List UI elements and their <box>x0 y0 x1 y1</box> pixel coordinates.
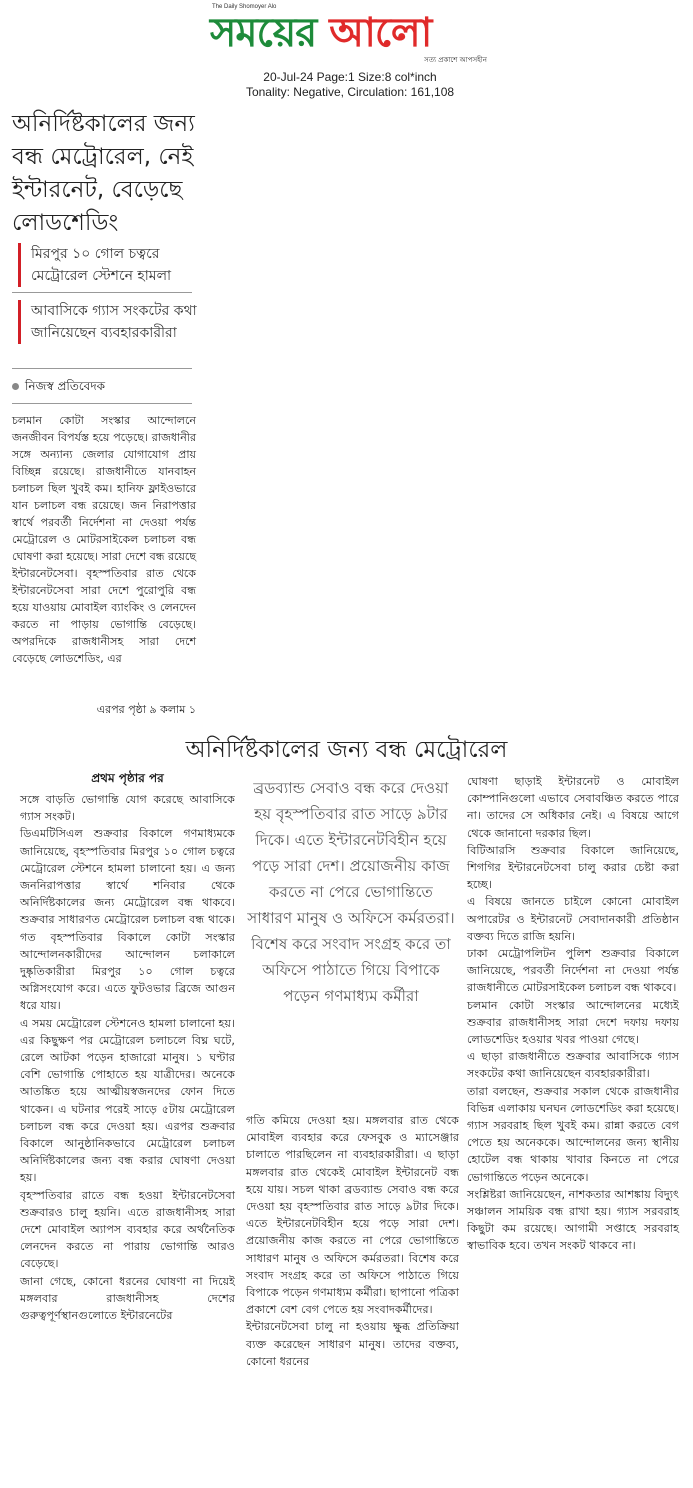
column-3 <box>467 773 679 1255</box>
continued-note: এরপর পৃষ্ঠা ৯ কলাম ১ <box>96 703 196 716</box>
meta-line-tonality: Tonality: Negative, Circulation: 161,108 <box>245 85 455 99</box>
paragraph: চলমান কোটা সংস্কার আন্দোলনের মধ্যেই শুক্রবার রাজধানীসহ সারা দেশে দফায় দফায় লোডশেডিং হওয়ার খবর পাওয়া গেছে। <box>467 998 679 1047</box>
masthead-english-name: The Daily Shomoyer Alo <box>212 4 277 10</box>
paragraph: বৃহস্পতিবার রাতে বন্ধ হওয়া ইন্টারনেটসেবা শুক্রবারও চালু হয়নি। এতে রাজধানীসহ সারা দেশে মোবাইল অ্যাপস ব্যবহার করে অর্থনৈতিক লেনদেন করতে না পারায় ভোগান্তি আরও বেড়েছে। <box>20 1188 235 1271</box>
paragraph: তারা বলছেন, শুক্রবার সকাল থেকে রাজধানীর বিভিন্ন এলাকায় ঘনঘন লোডশেডিং করা হয়েছে। গ্যাস সরবরাহ ছিল খুবই কম। রান্না করতে বেগ পেতে হয় অনেককে। আন্দোলনের জন্য স্থানীয় হোটেল বন্ধ থাকায় খাবার কিনতে না পেরে ভোগান্তিতে পড়েন অনেকে। <box>467 1084 679 1184</box>
from-front-label: প্রথম পৃষ্ঠার পর <box>91 771 164 785</box>
paragraph: ডিএমটিসিএল শুক্রবার বিকালে গণমাধ্যমকে জানিয়েছে, বৃহস্পতিবার মিরপুর ১০ গোল চত্বরে মেট্রোরেল স্টেশনে হামলা চালানো হয়। এ জন্য জননিরাপত্তার স্বার্থে শনিবার থেকে অনির্দিষ্টকালের জন্য মেট্রোরেল বন্ধ থাকবে। শুক্রবার সাধারণত মেট্রোরেল চলাচল বন্ধ থাকে। গত বৃহস্পতিবার বিকালে কোটা সংস্কার আন্দোলনকারীদের আন্দোলন চলাকালে দুষ্কৃতিকারীরা মিরপুর ১০ গোল চত্বরে অগ্নিসংযোগ করে। এতে ফুটওভার ব্রিজে আগুন ধরে যায়। <box>20 827 235 1013</box>
divider <box>12 292 192 293</box>
inside-headline: অনির্দিষ্টকালের জন্য বন্ধ মেট্রোরেল <box>185 737 508 763</box>
column-2 <box>246 1112 459 1370</box>
front-headline: অনির্দিষ্টকালের জন্য বন্ধ মেট্রোরেল, নেই ইন্টারনেট, বেড়েছে লোডশেডিং <box>12 111 195 236</box>
divider <box>12 368 192 369</box>
bullet-icon <box>12 383 19 390</box>
paragraph: ঢাকা মেট্রোপলিটন পুলিশ শুক্রবার বিকালে জানিয়েছে, পরবর্তী নির্দেশনা না দেওয়া পর্যন্ত রাজধানীতে মোটরসাইকেল চলাচল বন্ধ থাকবে। <box>467 947 679 995</box>
masthead <box>210 4 495 66</box>
meta-line-date: 20-Jul-24 Page:1 Size:8 col*inch <box>263 70 437 84</box>
paragraph: জানা গেছে, কোনো ধরনের ঘোষণা না দিয়েই মঙ্গলবার রাজধানীসহ দেশের গুরুত্বপূর্ণস্থানগুলোতে ইন্টারনেটের <box>20 1274 235 1323</box>
paragraph: এ বিষয়ে জানতে চাইলে কোনো মোবাইল অপারেটর ও ইন্টারনেট সেবাদানকারী প্রতিষ্ঠান বক্তব্য দিতে রাজি হয়নি। <box>467 895 679 943</box>
paragraph: সংশ্লিষ্টরা জানিয়েছেন, নাশকতার আশঙ্কায় বিদ্যুৎ সঞ্চালন সাময়িক বন্ধ রাখা হয়। গ্যাস সরবরাহ কিছুটা কম রয়েছে। আগামী সপ্তাহে সরবরাহ স্বাভাবিক হবে। তখন সংকট থাকবে না। <box>467 1187 679 1253</box>
paragraph: ঘোষণা ছাড়াই ইন্টারনেট ও মোবাইল কোম্পানিগুলো এভাবে সেবাবঞ্চিত করতে পারে না। তাদের সে অধিকার নেই। এ বিষয়ে আগে থেকে জানানো দরকার ছিল। <box>467 775 679 840</box>
paragraph: এ সময় মেট্রোরেল স্টেশনেও হামলা চালানো হয়। এর কিছুক্ষণ পর মেট্রোরেল চলাচলে বিঘ্ন ঘটে, রেলে আটকা পড়েন হাজারো মানুষ। ১ ঘণ্টার বেশি ভোগান্তি পোহাতে হয় যাত্রীদের। অনেকে আতঙ্কিত হয়ে আত্মীয়স্বজনদের ফোন দিতে থাকেন। এ ঘটনার পরেই সাড়ে ৫টায় মেট্রোরেল চলাচল বন্ধ করে দেওয়া হয়। এরপর শুক্রবার বিকালে আনুষ্ঠানিকভাবে মেট্রোরেল চলাচল অনির্দিষ্টকালের জন্য বন্ধ করার ঘোষণা দেওয়া হয়। <box>20 1016 235 1185</box>
paragraph: এ ছাড়া রাজধানীতে শুক্রবার আবাসিকে গ্যাস সংকটের কথা জানিয়েছেন ব্যবহারকারীরা। <box>467 1050 679 1081</box>
paragraph: সঙ্গে বাড়তি ভোগান্তি যোগ করেছে আবাসিকে গ্যাস সংকট। <box>20 793 235 824</box>
masthead-slogan: সত্য প্রকাশে আপসহীন <box>424 56 487 64</box>
front-subhead-2: আবাসিকে গ্যাস সংকটের কথা জানিয়েছেন ব্যবহারকারীরা <box>18 300 211 344</box>
pull-quote: ব্রডব্যান্ড সেবাও বন্ধ করে দেওয়া হয় বৃহস্পতিবার রাত সাড়ে ৯টার দিকে। এতে ইন্টারনেটবিহীন হয়ে পড়ে সারা দেশ। প্রয়োজনীয় কাজ করতে না পেরে ভোগান্তিতে সাধারণ মানুষ ও অফিসে কর্মরতরা। বিশেষ করে সংবাদ সংগ্রহ করে তা অফিসে পাঠাতে গিয়ে বিপাকে পড়েন গণমাধ্যম কর্মীরা <box>247 779 455 1005</box>
newspaper-logo: সময়ের আলো <box>210 10 432 56</box>
front-body: চলমান কোটা সংস্কার আন্দোলনে জনজীবন বিপর্যস্ত হয়ে পড়েছে। রাজধানীর সঙ্গে অন্যান্য জেলার যোগাযোগ প্রায় বিচ্ছিন্ন রয়েছে। রাজধানীতে যানবাহন চলাচল ছিল খুবই কম। হানিফ ফ্লাইওভারে যান চলাচল বন্ধ রয়েছে। জন নিরাপত্তার স্বার্থে পরবর্তী নির্দেশনা না দেওয়া পর্যন্ত মেট্রোরেল ও মোটরসাইকেল চলাচল বন্ধ ঘোষণা করা হয়েছে। সারা দেশে বন্ধ রয়েছে ইন্টারনেটসেবা। বৃহস্পতিবার রাত থেকে ইন্টারনেটসেবা সারা দেশে পুরোপুরি বন্ধ হয়ে যাওয়ায় মোবাইল ব্যাংকিং ও লেনদেন করতে না পাড়ায় ভোগান্তি বেড়েছে। অপরদিকে রাজধানীসহ সারা দেশে বেড়েছে লোডশেডিং, এর <box>12 414 196 665</box>
paragraph: ইন্টারনেটসেবা চালু না হওয়ায় ক্ষুব্ধ প্রতিক্রিয়া ব্যক্ত করেছেন সাধারণ মানুষ। তাদের বক্তব্য, কোনো ধরনের <box>246 1320 459 1368</box>
byline: নিজস্ব প্রতিবেদক <box>12 378 105 398</box>
front-subhead-1: মিরপুর ১০ গোল চত্বরে মেট্রোরেল স্টেশনে হামলা <box>18 243 211 287</box>
column-1 <box>20 791 235 1324</box>
clipping-meta <box>230 70 470 100</box>
paragraph: বিটিআরসি শুক্রবার বিকালে জানিয়েছে, শিগগির ইন্টারনেটসেবা চালু করার চেষ্টা করা হচ্ছে। <box>467 843 679 892</box>
divider <box>12 403 192 404</box>
paragraph: গতি কমিয়ে দেওয়া হয়। মঙ্গলবার রাত থেকে মোবাইল ব্যবহার করে ফেসবুক ও ম্যাসেঞ্জার চালাতে পারছিলেন না ব্যবহারকারীরা। এ ছাড়া মঙ্গলবার রাত থেকেই মোবাইল ইন্টারনেট বন্ধ হয়ে যায়। সচল থাকা ব্রডব্যান্ড সেবাও বন্ধ করে দেওয়া হয় বৃহস্পতিবার রাত সাড়ে ৯টার দিকে। এতে ইন্টারনেটবিহীন হয়ে পড়ে সারা দেশ। প্রয়োজনীয় কাজ করতে না পেরে ভোগান্তিতে সাধারণ মানুষ ও অফিসে কর্মরতরা। বিশেষ করে সংবাদ সংগ্রহ করে তা অফিসে পাঠাতে গিয়ে বিপাকে পড়েন গণমাধ্যম কর্মীরা। ছাপানো পত্রিকা প্রকাশে বেশ বেগ পেতে হয় সংবাদকর্মীদের। <box>246 1114 459 1317</box>
